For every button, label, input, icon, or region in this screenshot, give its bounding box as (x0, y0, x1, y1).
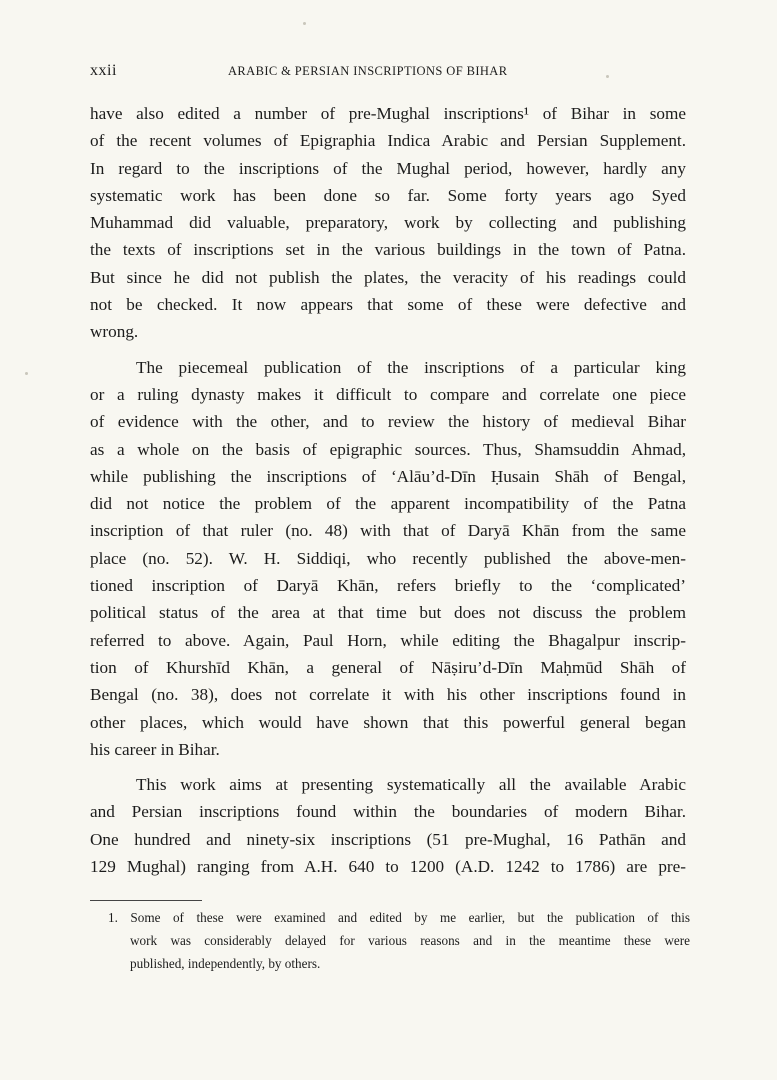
text-line: 129 Mughal) ranging from A.H. 640 to 1200 (A.D. 1242 to 1786) are pre- (90, 857, 686, 877)
page-number: xxii (90, 62, 117, 79)
text-line: while publishing the inscriptions of ‘Alāu’d-Dīn Ḥusain Shāh of Bengal, (90, 466, 686, 486)
text-line: did not notice the problem of the apparent incompatibility of the Patna (90, 494, 686, 514)
footnote (108, 906, 690, 975)
footnote-line: 1. Some of these were examined and edited by me earlier, but the publication of this (108, 910, 690, 925)
text-line: tioned inscription of Daryā Khān, refers briefly to the ‘complicated’ (90, 576, 686, 596)
text-line: Bengal (no. 38), does not correlate it with his other inscriptions found in (90, 685, 686, 705)
paragraph-2 (90, 354, 686, 763)
text-line: his career in Bihar. (90, 739, 220, 759)
body-text (90, 100, 686, 880)
text-line: other places, which would have shown that this powerful general began (90, 712, 686, 732)
text-line: This work aims at presenting systematically all the available Arabic (136, 775, 686, 795)
text-line: have also edited a number of pre-Mughal inscriptions¹ of Bihar in some (90, 104, 686, 123)
paper-speck (606, 75, 609, 78)
text-line: The piecemeal publication of the inscriptions of a particular king (136, 357, 686, 377)
page-header (90, 62, 690, 84)
text-line: the texts of inscriptions set in the various buildings in the town of Patna. (90, 240, 686, 260)
footnote-divider (90, 900, 202, 901)
footnote-line: published, independently, by others. (130, 956, 321, 971)
running-head: ARABIC & PERSIAN INSCRIPTIONS OF BIHAR (228, 64, 508, 78)
text-line: wrong. (90, 322, 139, 342)
paper-speck (25, 372, 28, 375)
text-line: place (no. 52). W. H. Siddiqi, who recently published the above-men- (90, 548, 686, 568)
paper-speck (303, 22, 306, 25)
text-line: In regard to the inscriptions of the Mughal period, however, hardly any (90, 158, 686, 178)
text-line: One hundred and ninety-six inscriptions (51 pre-Mughal, 16 Pathān and (90, 829, 686, 849)
text-line: and Persian inscriptions found within the boundaries of modern Bihar. (90, 802, 686, 822)
text-line: not be checked. It now appears that some of these were defective and (90, 295, 686, 315)
text-line: tion of Khurshīd Khān, a general of Nāṣiru’d-Dīn Maḥmūd Shāh of (90, 657, 686, 677)
text-line: as a whole on the basis of epigraphic sources. Thus, Shamsuddin Ahmad, (90, 439, 686, 459)
text-line: referred to above. Again, Paul Horn, while editing the Bhagalpur inscrip- (90, 630, 686, 650)
text-line: systematic work has been done so far. Some forty years ago Syed (90, 185, 686, 205)
paragraph-1 (90, 100, 686, 346)
text-line: or a ruling dynasty makes it difficult to compare and correlate one piece (90, 384, 686, 404)
text-line: Muhammad did valuable, preparatory, work by collecting and publishing (90, 213, 686, 233)
paragraph-3 (90, 771, 686, 880)
text-line: political status of the area at that time but does not discuss the problem (90, 603, 686, 623)
text-line: But since he did not publish the plates, the veracity of his readings could (90, 267, 686, 287)
text-line: inscription of that ruler (no. 48) with that of Daryā Khān from the same (90, 521, 686, 541)
footnote-line: work was considerably delayed for various reasons and in the meantime these were (130, 933, 690, 948)
text-line: of the recent volumes of Epigraphia Indica Arabic and Persian Supplement. (90, 131, 686, 151)
text-line: of evidence with the other, and to review the history of medieval Bihar (90, 412, 686, 432)
